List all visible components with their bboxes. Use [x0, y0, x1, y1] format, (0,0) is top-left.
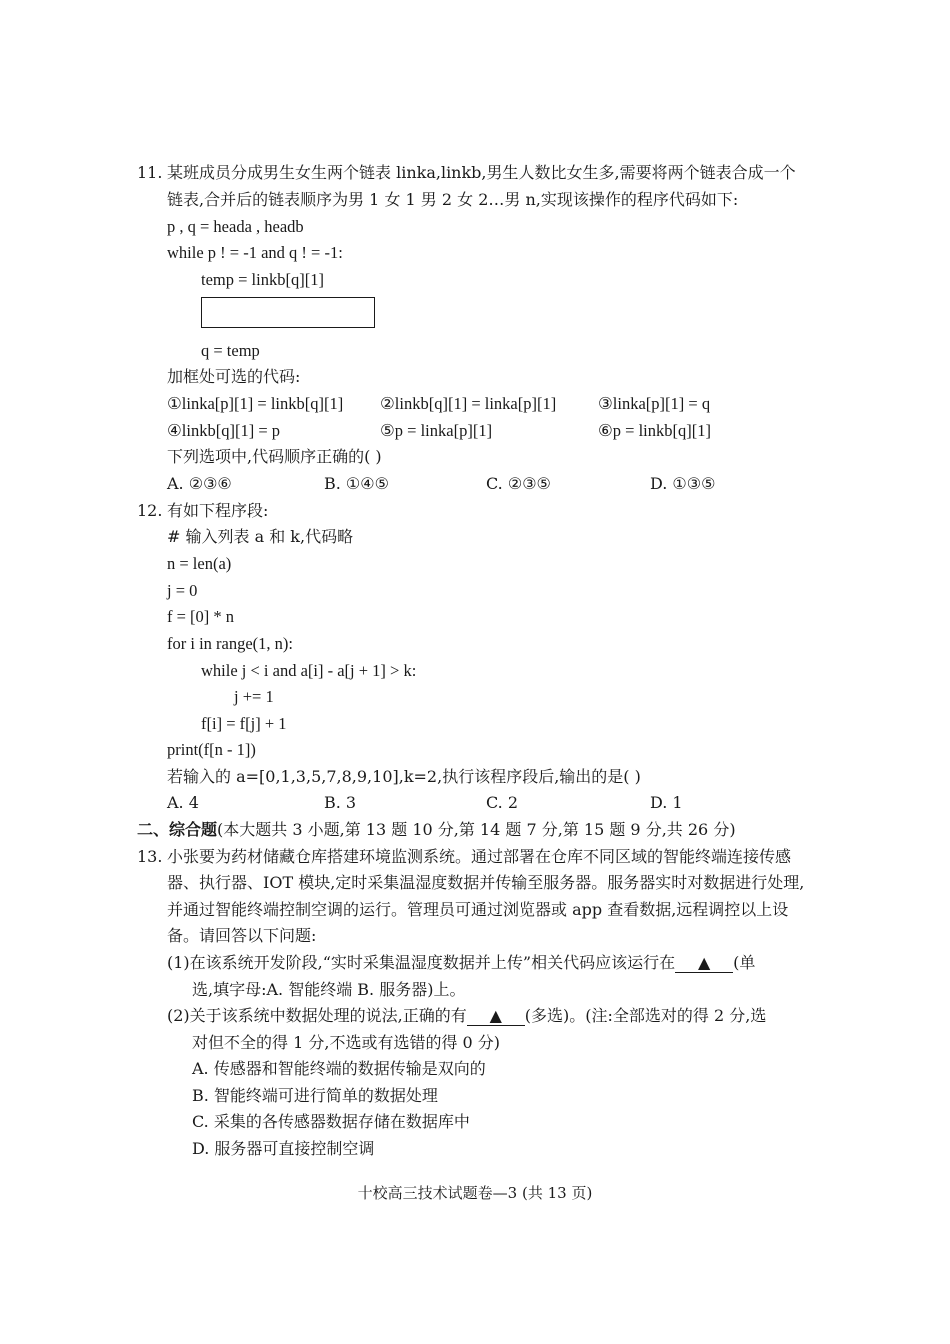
- q11-code-line4: q = temp: [201, 341, 260, 360]
- q13-part1-line2: 选,填字母:A. 智能终端 B. 服务器)上。: [192, 980, 466, 999]
- q12-code-line6: while j < i and a[i] - a[j + 1] > k:: [201, 661, 417, 680]
- q13-option-c: C. 采集的各传感器数据存储在数据库中: [192, 1112, 470, 1131]
- q12-code-line5: for i in range(1, n):: [167, 634, 293, 653]
- q13-stem-line4: 备。请回答以下问题:: [167, 926, 317, 945]
- q13-stem-line2: 器、执行器、IOT 模块,定时采集温湿度数据并传输至服务器。服务器实时对数据进行处理,: [167, 873, 805, 892]
- q11-number: 11.: [137, 163, 163, 182]
- q11-option-b: B. ①④⑤: [324, 474, 389, 493]
- q12-option-a: A. 4: [167, 793, 199, 812]
- q11-choice-6: ⑥p = linkb[q][1]: [598, 421, 711, 440]
- q11-stem-line2: 链表,合并后的链表顺序为男 1 女 1 男 2 女 2…男 n,实现该操作的程序代码如下:: [167, 190, 739, 209]
- section2-note: (本大题共 3 小题,第 13 题 10 分,第 14 题 7 分,第 15 题 9 分,共 26 分): [217, 820, 736, 839]
- q11-choice-2: ②linkb[q][1] = linka[p][1]: [380, 394, 557, 413]
- q11-code-line2: while p ! = -1 and q ! = -1:: [167, 243, 343, 262]
- q12-option-d: D. 1: [650, 793, 683, 812]
- q11-answer-box: [201, 297, 375, 328]
- q12-option-c: C. 2: [486, 793, 519, 812]
- q11-option-d: D. ①③⑤: [650, 474, 716, 493]
- q13-part2: [167, 1005, 766, 1027]
- q13-part2-line2: 对但不全的得 1 分,不选或有选错的得 0 分): [192, 1033, 501, 1052]
- q12-code-line4: f = [0] * n: [167, 607, 235, 626]
- q12-code-line8: f[i] = f[j] + 1: [201, 714, 287, 733]
- q11-option-c: C. ②③⑤: [486, 474, 551, 493]
- q11-choice-3: ③linka[p][1] = q: [598, 394, 711, 413]
- q13-stem-line1: 小张要为药材储藏仓库搭建环境监测系统。通过部署在仓库不同区域的智能终端连接传感: [167, 847, 792, 866]
- q13-option-a: A. 传感器和智能终端的数据传输是双向的: [192, 1059, 486, 1078]
- q13-part1: [167, 952, 755, 974]
- q12-number: 12.: [137, 501, 163, 520]
- q13-part1-blank[interactable]: ▲: [675, 954, 733, 973]
- q13-part2-text: (2)关于该系统中数据处理的说法,正确的有: [167, 1006, 467, 1025]
- q13-part1-text: (1)在该系统开发阶段,“实时采集温湿度数据并上传”相关代码应该运行在: [167, 953, 676, 972]
- q13-number: 13.: [137, 847, 163, 866]
- q12-code-line2: n = len(a): [167, 554, 232, 573]
- q12-code-line7: j += 1: [234, 687, 274, 706]
- q11-stem-line1: 某班成员分成男生女生两个链表 linka,linkb,男生人数比女生多,需要将两个链表合成一个: [167, 163, 796, 182]
- q11-question: 下列选项中,代码顺序正确的( ): [167, 447, 382, 466]
- q12-question: 若输入的 a=[0,1,3,5,7,8,9,10],k=2,执行该程序段后,输出的是( ): [167, 767, 641, 786]
- page-footer: 十校高三技术试题卷—3 (共 13 页): [357, 1184, 593, 1202]
- section2-heading: 二、综合题: [137, 820, 218, 839]
- q12-code-comment: # 输入列表 a 和 k,代码略: [167, 527, 354, 546]
- q12-code-line9: print(f[n - 1]): [167, 740, 256, 759]
- q13-part2-suffix: (多选)。(注:全部选对的得 2 分,选: [524, 1006, 767, 1025]
- q13-part1-suffix: (单: [733, 953, 756, 972]
- q13-stem-line3: 并通过智能终端控制空调的运行。管理员可通过浏览器或 app 查看数据,远程调控以上设: [167, 900, 789, 919]
- q13-part2-blank[interactable]: ▲: [467, 1007, 525, 1026]
- q11-code-line1: p , q = heada , headb: [167, 217, 304, 236]
- q12-code-line3: j = 0: [167, 581, 198, 600]
- q11-choices-intro: 加框处可选的代码:: [167, 367, 301, 386]
- q13-option-b: B. 智能终端可进行简单的数据处理: [192, 1086, 438, 1105]
- q13-option-d: D. 服务器可直接控制空调: [192, 1139, 375, 1158]
- q11-choice-1: ①linka[p][1] = linkb[q][1]: [167, 394, 344, 413]
- section2-header: [137, 819, 736, 841]
- q11-option-a: A. ②③⑥: [167, 474, 232, 493]
- q11-choice-5: ⑤p = linka[p][1]: [380, 421, 493, 440]
- q11-choice-4: ④linkb[q][1] = p: [167, 421, 280, 440]
- q11-code-line3: temp = linkb[q][1]: [201, 270, 324, 289]
- q12-option-b: B. 3: [324, 793, 357, 812]
- q12-stem: 有如下程序段:: [167, 501, 269, 520]
